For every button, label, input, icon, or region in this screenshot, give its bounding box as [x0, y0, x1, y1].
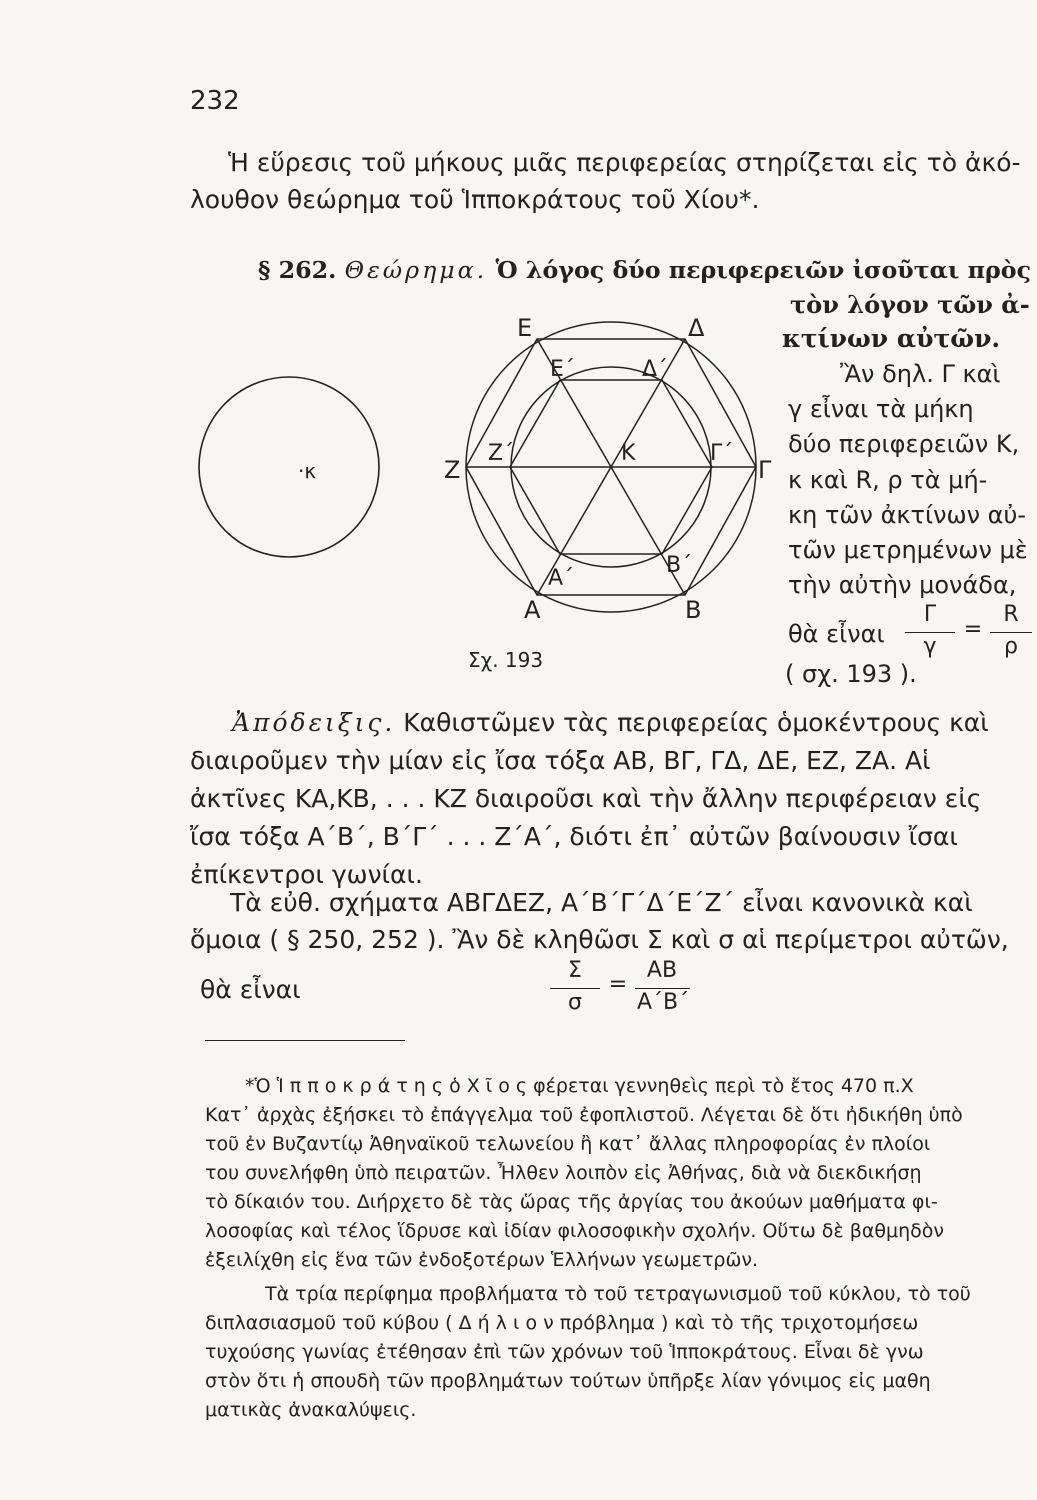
large-figure	[466, 322, 756, 612]
proof-fraction-den-right: Α΄Β΄	[637, 990, 690, 1015]
side-fraction-eq: =	[963, 617, 983, 642]
side-fraction-bar-right	[990, 632, 1032, 633]
theorem-statement-line-1: Ὁ λόγος δύο περιφερειῶν ἰσοῦται πρὸς	[495, 256, 1032, 284]
label-K: Κ	[621, 441, 636, 466]
theorem-label: Θεώρημα.	[344, 256, 488, 284]
label-A: Α	[524, 596, 541, 624]
label-A1: Α΄	[548, 566, 575, 591]
theorem-statement-line-3: κτίνων αὐτῶν.	[782, 324, 1001, 353]
side-fraction-num-right: R	[1003, 602, 1019, 627]
side-text-2: γ εἶναι τὰ μήκη	[788, 395, 974, 423]
theorem-statement-line-2: τὸν λόγον τῶν ἀ-	[790, 290, 1030, 319]
side-text-6: τῶν μετρημένων μὲ	[788, 536, 1028, 564]
side-text-3: δύο περιφερειῶν Κ,	[788, 430, 1020, 458]
proof-fraction-eq: =	[608, 972, 628, 997]
figure-caption: Σχ. 193	[468, 648, 544, 672]
footnote-line-5: τὸ δίκαιόν του. Διήρχετο δὲ τὰς ὥρας τῆς ἀργίας του ἀκούων μαθήματα φι-	[205, 1191, 938, 1213]
proof-para2-line-1: Τὰ εὐθ. σχήματα ΑΒΓΔΕΖ, Α΄Β΄Γ΄Δ΄Ε΄Ζ΄ εἶναι κανονικὰ καὶ	[230, 888, 973, 917]
label-E: Ε	[517, 314, 533, 342]
label-D1: Δ΄	[642, 357, 669, 382]
proof-line-2: διαιροῦμεν τὴν μίαν εἰς ἴσα τόξα ΑΒ, ΒΓ, ΓΔ, ΔΕ, ΕΖ, ΖΑ. Αἱ	[190, 746, 931, 775]
proof-fraction-num-left: Σ	[568, 958, 582, 983]
proof-line-4: ἴσα τόξα Α΄Β΄, Β΄Γ΄ . . . Ζ΄Α΄, διότι ἐπ᾿ αὐτῶν βαίνουσιν ἴσαι	[190, 822, 958, 851]
intro-line-1: Ἡ εὕρεσις τοῦ μήκους μιᾶς περιφερείας στηρίζεται εἰς τὸ ἀκό-	[228, 148, 1021, 177]
proof-line-3: ἀκτῖνες ΚΑ,ΚΒ, . . . ΚΖ διαιροῦσι καὶ τὴν ἄλλην περιφέρειαν εἰς	[190, 784, 982, 813]
theorem-section: § 262.	[258, 256, 337, 284]
footnote-line-4: του συνελήφθη ὑπὸ πειρατῶν. Ἦλθεν λοιπὸν εἰς Ἀθήνας, διὰ νὰ διεκδικήσῃ	[205, 1162, 922, 1184]
proof-fraction-bar-right	[635, 988, 690, 989]
side-text-4: κ καὶ R, ρ τὰ μή-	[788, 466, 988, 494]
side-fraction-bar-left	[905, 632, 955, 633]
proof-label: Ἀπόδειξις.	[232, 708, 396, 737]
footnote-line-12: ματικὰς ἀνακαλύψεις.	[205, 1399, 417, 1421]
proof-line-5: ἐπίκεντροι γωνίαι.	[190, 860, 423, 889]
side-text-5: κη τῶν ἀκτίνων αὐ-	[788, 501, 1027, 529]
side-fraction-den-right: ρ	[1004, 634, 1018, 659]
proof-fraction-bar-left	[550, 988, 600, 989]
side-fraction-num-left: Γ	[923, 602, 937, 627]
footnote-line-8: Τὰ τρία περίφημα προβλήματα τὸ τοῦ τετραγωνισμοῦ τοῦ κύκλου, τὸ τοῦ	[265, 1283, 971, 1305]
proof-para2-line-3: θὰ εἶναι	[200, 975, 301, 1004]
intro-line-2: λουθον θεώρημα τοῦ Ἱπποκράτους τοῦ Χίου*.	[190, 185, 760, 214]
side-text-9: ( σχ. 193 ).	[785, 660, 917, 688]
proof-line-1	[232, 708, 989, 737]
footnote-line-6: λοσοφίας καὶ τέλος ἵδρυσε καὶ ἰδίαν φιλοσοφικὴν σχολήν. Οὕτω δὲ βαθμηδὸν	[205, 1220, 944, 1242]
label-E1: Ε΄	[550, 357, 575, 382]
label-G1: Γ΄	[710, 441, 734, 466]
proof-fraction-num-right: ΑΒ	[646, 958, 678, 983]
side-text-7: τὴν αὐτὴν μονάδα,	[788, 571, 1017, 599]
footnote-line-7: ἐξειλίχθη εἰς ἕνα τῶν ἐνδοξοτέρων Ἑλλήνων γεωμετρῶν.	[205, 1249, 759, 1271]
label-G: Γ	[758, 456, 772, 484]
proof-fraction-den-left: σ	[568, 990, 582, 1015]
footnote-line-10: τυχούσης γωνίας ἐτέθησαν ἐπὶ τῶν χρόνων τοῦ Ἱπποκράτους. Εἶναι δὲ γνω	[205, 1341, 924, 1363]
label-B1: Β΄	[666, 553, 693, 578]
footnote-rule	[205, 1040, 405, 1041]
footnote-line-2: Κατ᾿ ἀρχὰς ἐξήσκει τὸ ἐπάγγελμα τοῦ ἐφοπλιστοῦ. Λέγεται δὲ ὅτι ἠδικήθη ὑπὸ	[205, 1104, 963, 1126]
label-D: Δ	[688, 314, 705, 342]
footnote-line-3: τοῦ ἐν Βυζαντίῳ Ἀθηναϊκοῦ τελωνείου ἢ κατ᾿ ἄλλας πληροφορίας ἐν πλοίοι	[205, 1133, 931, 1155]
page-number: 232	[190, 86, 240, 116]
label-Z1: Ζ΄	[488, 441, 515, 466]
proof-para2-line-2: ὅμοια ( § 250, 252 ). Ἂν δὲ κληθῶσι Σ καὶ σ αἱ περίμετροι αὐτῶν,	[190, 925, 1009, 954]
footnote-line-9: διπλασιασμοῦ τοῦ κύβου ( Δ ή λ ι ο ν πρόβλημα ) καὶ τὸ τῆς τριχοτομήσεω	[205, 1312, 919, 1334]
footnote-line-11: στὸν ὅτι ἡ σπουδὴ τῶν προβλημάτων τούτων ὑπῆρξε λίαν γόνιμος εἰς μαθη	[205, 1370, 931, 1392]
label-Z: Ζ	[444, 456, 461, 484]
small-circle	[199, 377, 379, 557]
side-fraction-den-left: γ	[923, 634, 937, 659]
footnote-line-1: *Ὁ Ἱ π π ο κ ρ ά τ η ς ὁ Χ ῖ ο ς φέρεται γεννηθεὶς περὶ τὸ ἔτος 470 π.Χ	[245, 1075, 914, 1097]
figure-193	[180, 300, 800, 690]
proof-text-1: Καθιστῶμεν τὰς περιφερείας ὁμοκέντρους καὶ	[403, 708, 989, 737]
theorem-heading	[258, 256, 1031, 284]
side-text-1: Ἂν δηλ. Γ καὶ	[840, 360, 1001, 388]
small-circle-label: ·κ	[298, 459, 317, 483]
side-text-8: θὰ εἶναι	[788, 620, 885, 648]
label-B: Β	[685, 596, 702, 624]
